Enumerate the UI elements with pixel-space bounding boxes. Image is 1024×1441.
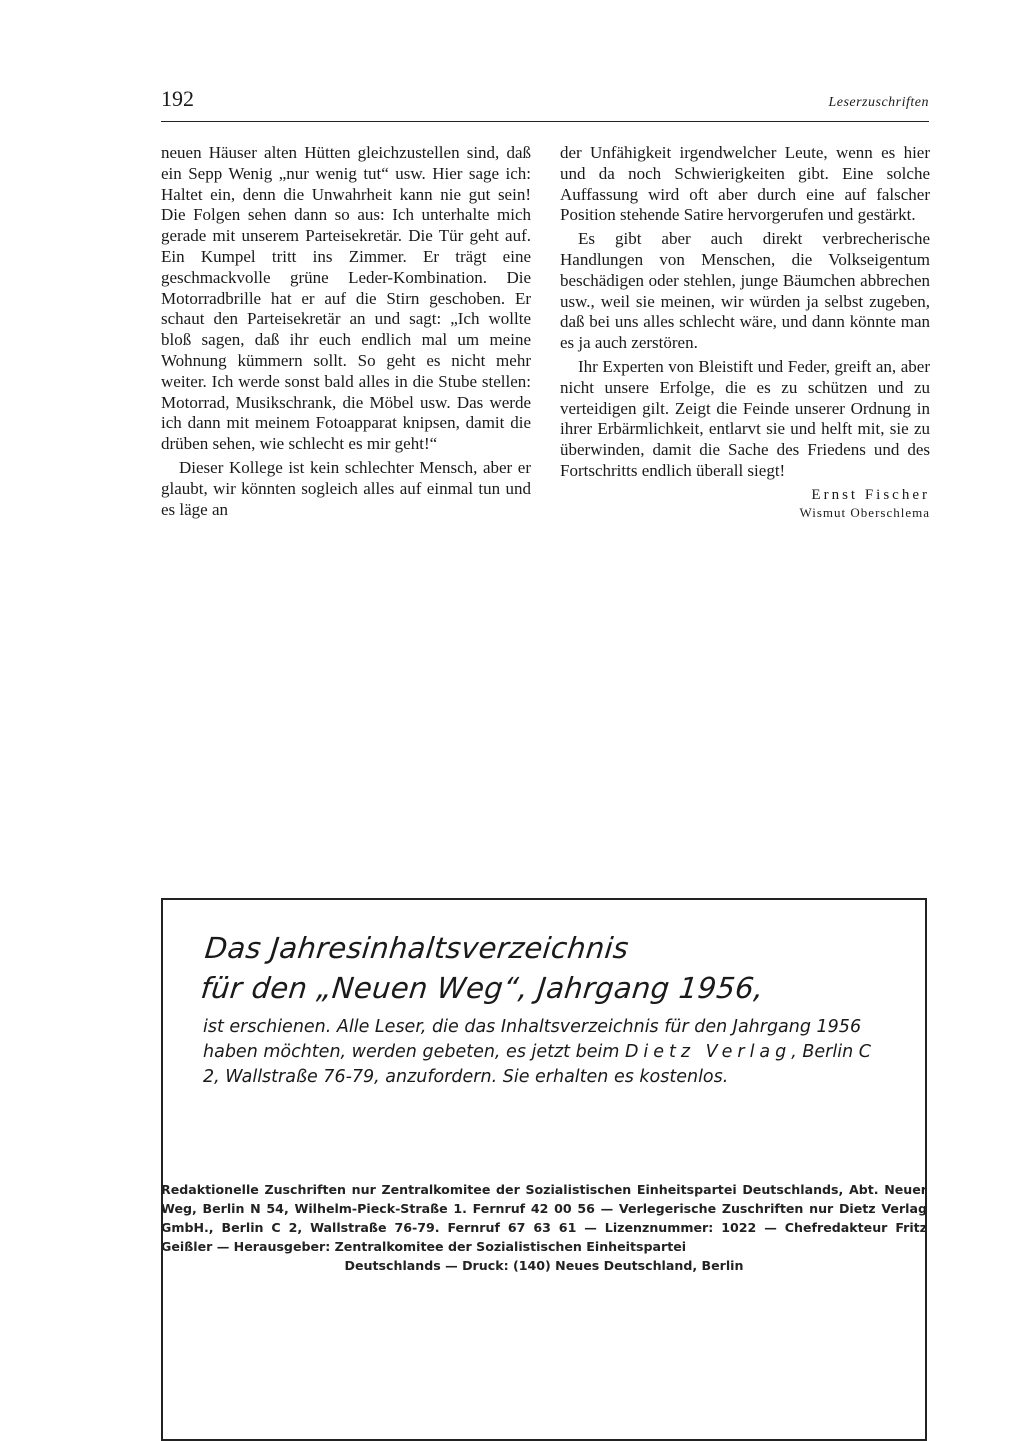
notice-body [203, 1015, 893, 1090]
left-paragraph-2: Dieser Kollege ist kein schlechter Mensch, aber er glaubt, wir könnten sogleich alles auf einmal tun und es läge an [161, 457, 531, 519]
notice-title-line-1: Das Jahresinhaltsverzeichnis [203, 931, 631, 965]
imprint [161, 1180, 927, 1275]
running-head: Leserzuschriften [828, 95, 929, 110]
notice-body-part-2: , Berlin C 2, Wallstraße 76-79, anzufordern. Sie erhalten es kostenlos. [203, 1042, 871, 1087]
page-number: 192 [161, 86, 194, 111]
notice-title [199, 928, 770, 1008]
right-paragraph-3: Ihr Experten von Bleistift und Feder, greift an, aber nicht unsere Erfolge, die es zu schützen und zu verteidigen gilt. Zeigt die Feinde unserer Ordnung in ihrer Erbärmlichkeit, entlarvt sie und helft mit, sie zu überwinden, damit die Sache des Friedens und des Fortschritts endlich überall siegt! [560, 356, 930, 480]
imprint-text: Redaktionelle Zuschriften nur Zentralkomitee der Sozialistischen Einheitspartei Deutschlands, Abt. Neuer Weg, Berlin N 54, Wilhelm-Pieck-Straße 1. Fernruf 42 00 56 — Verlegerische Zuschriften nur Dietz Verlag GmbH., Berlin C 2, Wallstraße 76-79. Fernruf 67 63 61 — Lizenznummer: 1022 — Chefredakteur Fritz Geißler — Herausgeber: Zentralkomitee der Sozialistischen Einheitspartei [161, 1182, 927, 1254]
left-paragraph-1: neuen Häuser alten Hütten gleichzustellen sind, daß ein Sepp Wenig „nur wenig tut“ usw. Hier sage ich: Haltet ein, denn die Unwahrheit kann nie gut sein! Die Folgen sehen dann so aus: Ich unterhalte mich gerade mit unserem Parteisekretär. Die Tür geht auf. Ein Kumpel tritt ins Zimmer. Er trägt eine geschmackvolle grüne Leder-Kombination. Die Motorradbrille hat er auf die Stirn geschoben. Er schaut den Parteisekretär an und sagt: „Ich wollte bloß sagen, daß ihr euch endlich mal um meine Wohnung kümmern sollt. So geht es nicht mehr weiter. Ich werde sonst bald alles in die Stube stellen: Motorrad, Musikschrank, die Möbel usw. Das werde ich dann mit meinem Fotoapparat knipsen, damit die drüben sehen, wie schlecht es mir geht!“ [161, 143, 531, 454]
right-column [560, 143, 930, 522]
author-organization: Wismut Oberschlema [799, 504, 930, 520]
notice-body-part-1: ist erschienen. Alle Leser, die das Inhaltsverzeichnis für den Jahrgang 1956 haben möchten, werden gebeten, es jetzt beim [203, 1017, 862, 1062]
right-paragraph-1: der Unfähigkeit irgendwelcher Leute, wenn es hier und da noch Schwierigkeiten gibt. Eine solche Auffassung wird oft aber durch eine auf falscher Position stehende Satire hervorgerufen und gestärkt. [560, 143, 930, 225]
notice-box [161, 898, 927, 1441]
right-paragraph-2: Es gibt aber auch direkt verbrecherische Handlungen von Menschen, die Volkseigentum beschädigen oder stehlen, junge Bäumchen abbrechen usw., weil sie meinen, wir würden ja selbst zugeben, daß bei uns alles schlecht wäre, und dann könnte man es ja auch zerstören. [560, 229, 930, 353]
header-rule [161, 121, 929, 122]
notice-publisher: Dietz Verlag [624, 1042, 792, 1062]
imprint-last-line: Deutschlands — Druck: (140) Neues Deutschland, Berlin [344, 1258, 744, 1273]
notice-title-line-2: für den „Neuen Weg“, Jahrgang 1956, [199, 971, 766, 1005]
author-signature: Ernst Fischer [811, 486, 930, 503]
left-column [161, 143, 531, 520]
